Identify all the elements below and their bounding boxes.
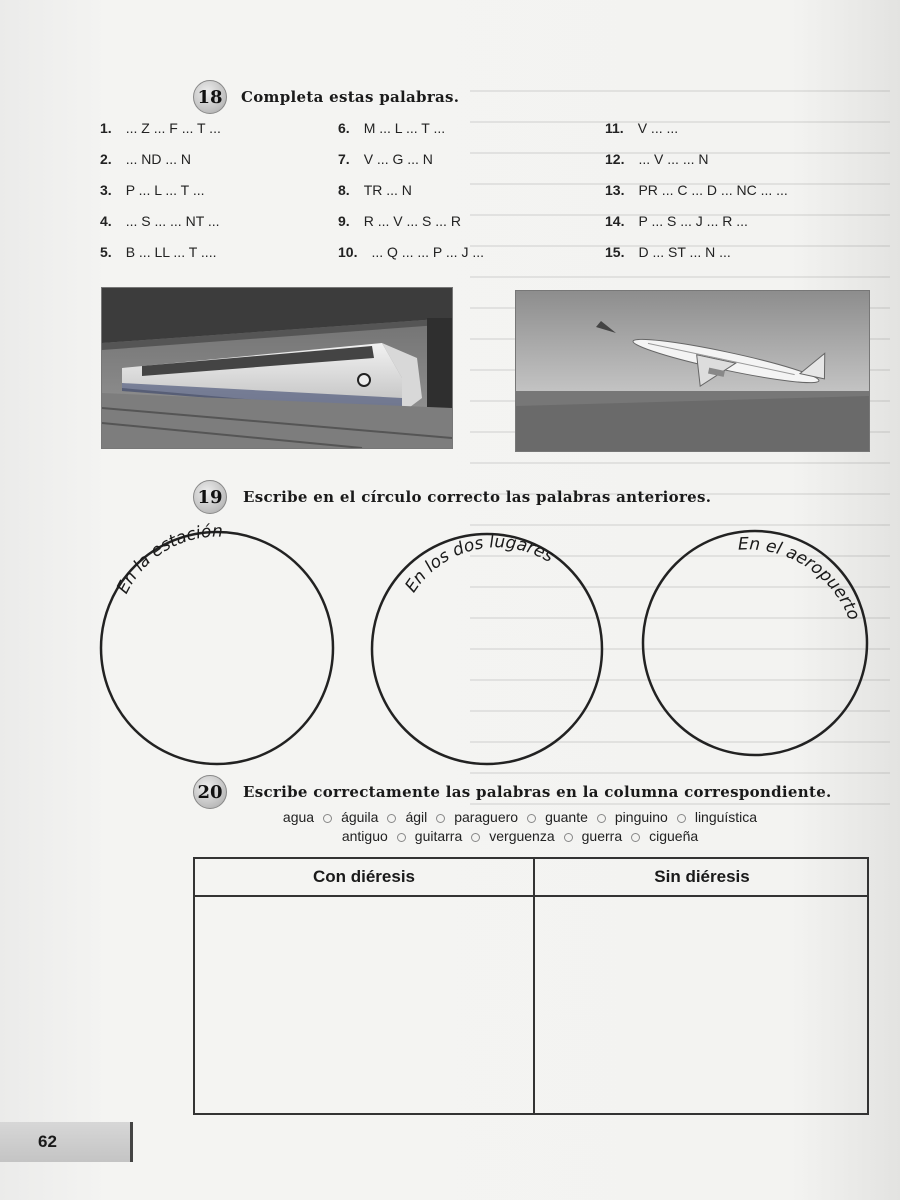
word-item-number: 9. — [338, 213, 350, 229]
word-item-number: 4. — [100, 213, 112, 229]
bullet-separator-icon — [597, 814, 606, 823]
word-item-number: 12. — [605, 151, 625, 167]
word-item-pattern: P ... L ... T ... — [125, 182, 205, 198]
word-item-number: 13. — [605, 182, 625, 198]
word-bank-word: guitarra — [414, 828, 463, 844]
word-item — [100, 244, 216, 260]
word-item — [100, 151, 191, 167]
bullet-separator-icon — [677, 814, 686, 823]
bullet-separator-icon — [564, 833, 573, 842]
word-bank-word: guante — [545, 809, 588, 825]
word-item — [605, 213, 748, 229]
word-item-number: 6. — [338, 120, 350, 136]
train-illustration — [102, 288, 452, 448]
word-item — [338, 151, 433, 167]
bullet-separator-icon — [527, 814, 536, 823]
word-item — [605, 151, 708, 167]
airplane-photo — [515, 290, 870, 452]
circle-label-estacion: En la estación — [113, 521, 223, 598]
exercise-number-badge: 19 — [193, 480, 227, 514]
word-bank-word: cigueña — [649, 828, 699, 844]
word-bank-word: verguenza — [489, 828, 555, 844]
word-item-number: 1. — [100, 120, 112, 136]
exercise-19-header — [193, 480, 711, 514]
bullet-separator-icon — [631, 833, 640, 842]
word-completion-list — [100, 120, 880, 270]
word-bank-word: linguística — [694, 809, 758, 825]
exercise-number-badge: 18 — [193, 80, 227, 114]
word-item — [100, 182, 205, 198]
word-item-pattern: ... ND ... N — [125, 151, 192, 167]
bullet-separator-icon — [436, 814, 445, 823]
word-bank-word: paraguero — [454, 809, 519, 825]
word-bank-word: águila — [341, 809, 379, 825]
word-item — [338, 182, 412, 198]
word-item — [605, 244, 731, 260]
word-item-number: 5. — [100, 244, 112, 260]
bullet-separator-icon — [397, 833, 406, 842]
word-item-pattern: R ... V ... S ... R — [363, 213, 461, 229]
word-bank-word: guerra — [581, 828, 623, 844]
word-item-number: 15. — [605, 244, 625, 260]
word-item-pattern: V ... G ... N — [363, 151, 433, 167]
exercise-18-header — [193, 80, 459, 114]
word-item — [338, 213, 461, 229]
word-item-pattern: P ... S ... J ... R ... — [638, 213, 748, 229]
bullet-separator-icon — [387, 814, 396, 823]
word-bank-word: pinguino — [614, 809, 668, 825]
word-bank — [200, 808, 840, 846]
dieresis-table — [193, 857, 869, 1115]
word-item-number: 10. — [338, 244, 358, 260]
word-bank-word: ágil — [405, 809, 428, 825]
circle-label-aeropuerto: En el aeropuerto — [737, 534, 864, 624]
word-item-number: 11. — [605, 120, 624, 136]
word-item-pattern: PR ... C ... D ... NC ... ... — [638, 182, 788, 198]
word-item-number: 7. — [338, 151, 350, 167]
word-item-number: 14. — [605, 213, 625, 229]
bullet-separator-icon — [471, 833, 480, 842]
word-item — [100, 120, 221, 136]
word-item-pattern: TR ... N — [363, 182, 412, 198]
answer-cell-sin-dieresis[interactable] — [535, 897, 869, 1113]
word-item-pattern: ... Z ... F ... T ... — [125, 120, 221, 136]
word-bank-line-1 — [200, 808, 840, 827]
column-header-sin-dieresis: Sin diéresis — [654, 867, 750, 886]
word-item-pattern: V ... ... — [637, 120, 679, 136]
exercise-title: Escribe correctamente las palabras en la columna correspondiente. — [243, 783, 832, 801]
word-item — [605, 120, 678, 136]
column-header-con-dieresis: Con diéresis — [312, 867, 416, 886]
word-item-pattern: ... Q ... ... P ... J ... — [371, 244, 485, 260]
page-number-tab — [0, 1122, 133, 1162]
word-item-number: 8. — [338, 182, 350, 198]
word-item-pattern: ... V ... ... N — [638, 151, 709, 167]
word-item-pattern: D ... ST ... N ... — [638, 244, 731, 260]
circle-label-dos-lugares: En los dos lugares — [401, 532, 558, 597]
word-item — [338, 244, 484, 260]
word-item-pattern: B ... LL ... T .... — [125, 244, 217, 260]
word-item — [338, 120, 445, 136]
exercise-title: Completa estas palabras. — [241, 88, 460, 106]
exercise-number-badge: 20 — [193, 775, 227, 809]
word-bank-line-2 — [200, 827, 840, 846]
word-item-pattern: M ... L ... T ... — [363, 120, 446, 136]
word-item-number: 3. — [100, 182, 112, 198]
answer-cell-con-dieresis[interactable] — [195, 897, 533, 1113]
word-item-number: 2. — [100, 151, 112, 167]
word-item — [100, 213, 220, 229]
airplane-illustration — [516, 291, 869, 451]
word-item-pattern: ... S ... ... NT ... — [125, 213, 220, 229]
word-bank-word: antiguo — [341, 828, 388, 844]
page-number: 62 — [38, 1132, 57, 1151]
word-bank-word: agua — [282, 809, 315, 825]
exercise-20-header — [193, 775, 832, 809]
exercise-title: Escribe en el círculo correcto las palabras anteriores. — [243, 488, 712, 506]
train-photo — [101, 287, 453, 449]
word-item — [605, 182, 788, 198]
bullet-separator-icon — [323, 814, 332, 823]
